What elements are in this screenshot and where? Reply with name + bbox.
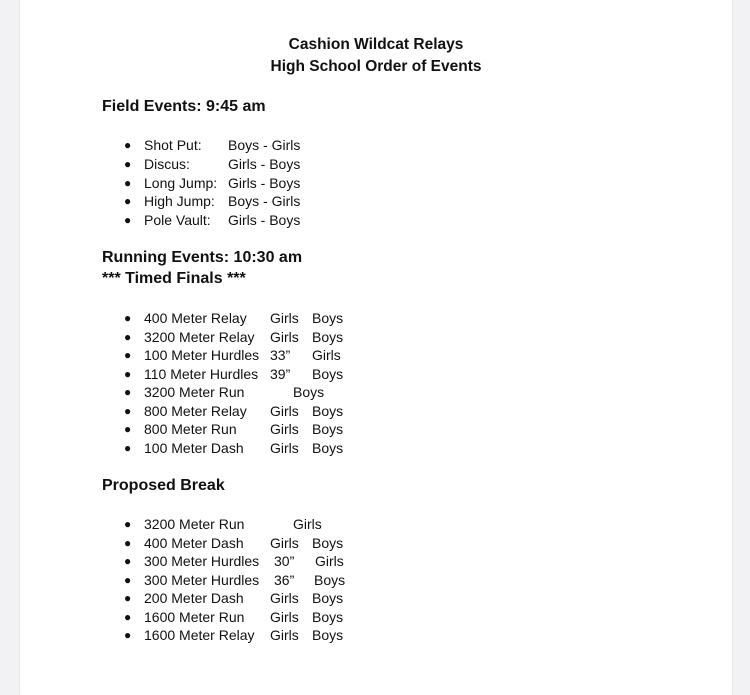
bullet: ● (124, 535, 132, 550)
event-order: Boys - Girls (228, 137, 301, 153)
bullet: ● (124, 138, 132, 152)
event-second: Boys (312, 590, 344, 606)
event-name: 3200 Meter Run (144, 384, 245, 400)
event-name: Shot Put: (144, 137, 202, 153)
bullet: ● (124, 348, 132, 362)
event-second: Boys (312, 310, 344, 326)
event-name: Pole Vault: (144, 211, 211, 228)
event-first: Girls (270, 590, 299, 606)
bullet: ● (124, 157, 132, 171)
running-events-heading: Running Events: 10:30 am (102, 249, 303, 266)
proposed-break-heading: Proposed Break (102, 477, 225, 494)
timed-finals-subheading: *** Timed Finals *** (102, 270, 246, 287)
event-first: Girls (270, 421, 299, 437)
event-name: 800 Meter Run (144, 421, 237, 437)
event-first: Girls (270, 310, 299, 326)
event-first: Girls (270, 328, 299, 345)
bullet: ● (124, 440, 132, 455)
bullet: ● (124, 385, 132, 399)
event-first: 30” (274, 553, 295, 569)
event-second: Boys (312, 421, 344, 437)
event-second: Boys (312, 439, 344, 456)
document-title: Cashion Wildcat Relays (288, 36, 464, 53)
bullet: ● (124, 517, 132, 531)
event-first: 36” (274, 571, 295, 588)
document-subtitle: High School Order of Events (270, 58, 482, 75)
event-name: 200 Meter Dash (144, 590, 244, 606)
event-name: Discus: (144, 156, 190, 172)
field-events-heading: Field Events: 9:45 am (102, 98, 266, 115)
event-first: Girls (270, 534, 299, 551)
event-name: 1600 Meter Relay (144, 627, 255, 643)
event-order: Boys - Girls (228, 193, 301, 209)
event-first: Girls (270, 439, 299, 456)
bullet: ● (124, 175, 132, 190)
event-first: Girls (270, 402, 299, 419)
event-first: 33” (270, 347, 291, 363)
event-name: 300 Meter Hurdles (144, 571, 260, 588)
event-second: Boys (312, 534, 344, 551)
bullet: ● (124, 212, 132, 227)
event-second: Boys (312, 608, 344, 625)
event-name: 1600 Meter Run (144, 608, 245, 625)
event-second: Boys (312, 627, 344, 643)
event-order: Girls - Boys (228, 211, 301, 228)
event-name: 110 Meter Hurdles (144, 365, 259, 382)
document-page (20, 0, 732, 695)
event-second: Girls (293, 516, 322, 532)
event-first: 39” (270, 365, 291, 382)
bullet: ● (124, 422, 132, 436)
event-name: 400 Meter Relay (144, 310, 247, 326)
event-order: Girls - Boys (228, 156, 301, 172)
bullet: ● (124, 403, 132, 418)
event-first: Girls (270, 627, 299, 643)
bullet: ● (124, 554, 132, 568)
event-name: 400 Meter Dash (144, 534, 244, 551)
bullet: ● (124, 366, 132, 381)
event-second: Boys (312, 402, 344, 419)
event-name: 3200 Meter Relay (144, 328, 255, 345)
bullet: ● (124, 591, 132, 605)
bullet: ● (124, 311, 132, 325)
bullet: ● (124, 628, 132, 642)
event-order: Girls - Boys (228, 174, 301, 191)
event-name: 3200 Meter Run (144, 516, 245, 532)
bullet: ● (124, 572, 132, 587)
event-name: Long Jump: (144, 174, 218, 191)
event-name: 100 Meter Hurdles (144, 347, 260, 363)
event-second: Girls (312, 347, 341, 363)
bullet: ● (124, 609, 132, 624)
event-first: Girls (270, 608, 299, 625)
event-name: 800 Meter Relay (144, 402, 247, 419)
event-name: 300 Meter Hurdles (144, 553, 260, 569)
bullet: ● (124, 329, 132, 344)
event-second: Boys (293, 384, 325, 400)
event-second: Boys (312, 365, 344, 382)
event-second: Boys (312, 328, 344, 345)
bullet: ● (124, 194, 132, 208)
event-name: 100 Meter Dash (144, 439, 244, 456)
event-second: Boys (314, 571, 346, 588)
event-second: Girls (315, 553, 344, 569)
event-name: High Jump: (144, 193, 215, 209)
